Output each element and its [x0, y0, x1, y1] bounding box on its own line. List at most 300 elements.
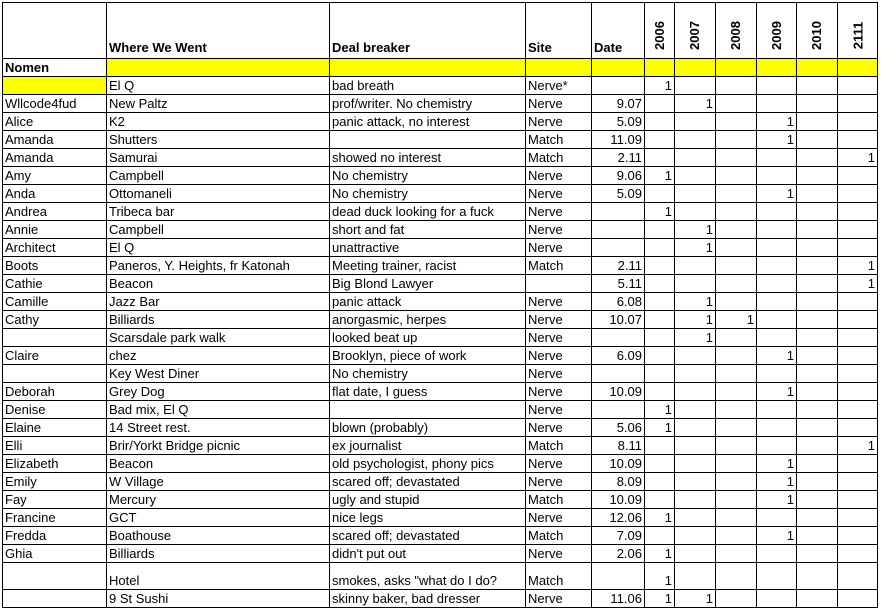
where-cell[interactable]: Brir/Yorkt Bridge picnic	[107, 437, 330, 455]
where-cell[interactable]: New Paltz	[107, 95, 330, 113]
date-cell[interactable]: 2.06	[592, 545, 645, 563]
year-cell[interactable]	[756, 590, 796, 608]
year-cell[interactable]	[796, 275, 837, 293]
year-cell[interactable]: 1	[756, 347, 796, 365]
year-cell[interactable]	[756, 293, 796, 311]
deal-cell[interactable]: scared off; devastated	[330, 527, 526, 545]
year-cell[interactable]	[796, 185, 837, 203]
year-cell[interactable]	[756, 419, 796, 437]
name-cell[interactable]: Alice	[3, 113, 107, 131]
year-cell[interactable]	[715, 419, 756, 437]
deal-cell[interactable]: skinny baker, bad dresser	[330, 590, 526, 608]
year-cell[interactable]: 1	[756, 185, 796, 203]
year-cell[interactable]: 1	[645, 419, 675, 437]
year-cell[interactable]	[645, 257, 675, 275]
site-cell[interactable]: Nerve	[526, 167, 592, 185]
year-cell[interactable]	[837, 203, 877, 221]
year-cell[interactable]	[837, 77, 877, 95]
year-cell[interactable]	[796, 509, 837, 527]
site-cell[interactable]: Match	[526, 527, 592, 545]
where-cell[interactable]: Beacon	[107, 275, 330, 293]
year-cell[interactable]	[837, 167, 877, 185]
date-cell[interactable]	[592, 401, 645, 419]
year-cell[interactable]	[837, 365, 877, 383]
where-cell[interactable]: 14 Street rest.	[107, 419, 330, 437]
year-cell[interactable]	[645, 455, 675, 473]
yellow-cell[interactable]	[107, 59, 330, 77]
year-cell[interactable]	[674, 365, 715, 383]
deal-cell[interactable]: blown (probably)	[330, 419, 526, 437]
name-cell[interactable]: Amy	[3, 167, 107, 185]
deal-cell[interactable]: anorgasmic, herpes	[330, 311, 526, 329]
date-cell[interactable]: 6.08	[592, 293, 645, 311]
site-cell[interactable]: Nerve	[526, 419, 592, 437]
year-cell[interactable]	[796, 365, 837, 383]
year-cell[interactable]	[645, 239, 675, 257]
yellow-cell[interactable]	[645, 59, 675, 77]
site-cell[interactable]: Nerve	[526, 293, 592, 311]
year-cell[interactable]	[715, 545, 756, 563]
where-cell[interactable]: Boathouse	[107, 527, 330, 545]
year-cell[interactable]	[715, 77, 756, 95]
year-cell[interactable]	[645, 149, 675, 167]
year-cell[interactable]: 1	[674, 329, 715, 347]
header-where[interactable]: Where We Went	[107, 3, 330, 59]
year-cell[interactable]: 1	[674, 293, 715, 311]
year-cell[interactable]	[796, 419, 837, 437]
where-cell[interactable]: GCT	[107, 509, 330, 527]
site-cell[interactable]: Match	[526, 563, 592, 590]
date-cell[interactable]: 5.11	[592, 275, 645, 293]
date-cell[interactable]: 9.06	[592, 167, 645, 185]
year-cell[interactable]: 1	[645, 167, 675, 185]
year-cell[interactable]: 1	[645, 509, 675, 527]
header-deal[interactable]: Deal breaker	[330, 3, 526, 59]
name-cell[interactable]: Boots	[3, 257, 107, 275]
year-cell[interactable]: 1	[674, 239, 715, 257]
year-cell[interactable]	[796, 437, 837, 455]
year-cell[interactable]	[837, 131, 877, 149]
site-cell[interactable]: Match	[526, 131, 592, 149]
site-cell[interactable]: Nerve	[526, 329, 592, 347]
where-cell[interactable]: Mercury	[107, 491, 330, 509]
year-cell[interactable]: 1	[756, 491, 796, 509]
name-cell[interactable]: Claire	[3, 347, 107, 365]
year-cell[interactable]	[837, 311, 877, 329]
year-cell[interactable]	[645, 113, 675, 131]
deal-cell[interactable]: panic attack, no interest	[330, 113, 526, 131]
yellow-cell[interactable]	[756, 59, 796, 77]
where-cell[interactable]: Jazz Bar	[107, 293, 330, 311]
year-cell[interactable]	[715, 149, 756, 167]
site-cell[interactable]: Nerve	[526, 221, 592, 239]
where-cell[interactable]: Billiards	[107, 545, 330, 563]
name-cell[interactable]: Fay	[3, 491, 107, 509]
date-cell[interactable]: 6.09	[592, 347, 645, 365]
name-cell[interactable]: Cathie	[3, 275, 107, 293]
year-cell[interactable]	[796, 383, 837, 401]
site-cell[interactable]: Match	[526, 149, 592, 167]
header-year-2007[interactable]: 2007	[674, 3, 715, 59]
year-cell[interactable]	[674, 131, 715, 149]
where-cell[interactable]: Campbell	[107, 221, 330, 239]
deal-cell[interactable]: looked beat up	[330, 329, 526, 347]
year-cell[interactable]	[796, 95, 837, 113]
deal-cell[interactable]: No chemistry	[330, 185, 526, 203]
site-cell[interactable]: Nerve	[526, 509, 592, 527]
year-cell[interactable]	[756, 257, 796, 275]
year-cell[interactable]	[837, 239, 877, 257]
deal-cell[interactable]: Meeting trainer, racist	[330, 257, 526, 275]
year-cell[interactable]: 1	[674, 311, 715, 329]
year-cell[interactable]: 1	[645, 401, 675, 419]
site-cell[interactable]: Match	[526, 257, 592, 275]
year-cell[interactable]	[645, 293, 675, 311]
year-cell[interactable]	[645, 131, 675, 149]
date-cell[interactable]: 11.06	[592, 590, 645, 608]
where-cell[interactable]: Grey Dog	[107, 383, 330, 401]
year-cell[interactable]	[674, 203, 715, 221]
site-cell[interactable]: Nerve	[526, 239, 592, 257]
year-cell[interactable]	[645, 437, 675, 455]
where-cell[interactable]: W Village	[107, 473, 330, 491]
name-cell[interactable]	[3, 365, 107, 383]
year-cell[interactable]	[674, 509, 715, 527]
year-cell[interactable]: 1	[837, 257, 877, 275]
site-cell[interactable]: Nerve*	[526, 77, 592, 95]
year-cell[interactable]	[715, 185, 756, 203]
year-cell[interactable]	[837, 455, 877, 473]
year-cell[interactable]	[796, 221, 837, 239]
year-cell[interactable]	[674, 275, 715, 293]
where-cell[interactable]: K2	[107, 113, 330, 131]
name-cell[interactable]: Annie	[3, 221, 107, 239]
year-cell[interactable]	[837, 293, 877, 311]
year-cell[interactable]	[715, 590, 756, 608]
name-cell[interactable]: Amanda	[3, 131, 107, 149]
year-cell[interactable]	[837, 509, 877, 527]
year-cell[interactable]	[645, 491, 675, 509]
name-cell[interactable]: Elaine	[3, 419, 107, 437]
where-cell[interactable]: Billiards	[107, 311, 330, 329]
year-cell[interactable]: 1	[674, 590, 715, 608]
year-cell[interactable]	[756, 95, 796, 113]
year-cell[interactable]	[756, 239, 796, 257]
year-cell[interactable]	[796, 239, 837, 257]
where-cell[interactable]: Beacon	[107, 455, 330, 473]
deal-cell[interactable]: No chemistry	[330, 167, 526, 185]
year-cell[interactable]	[674, 383, 715, 401]
deal-cell[interactable]: No chemistry	[330, 365, 526, 383]
year-cell[interactable]	[715, 239, 756, 257]
year-cell[interactable]	[796, 113, 837, 131]
name-cell[interactable]	[3, 77, 107, 95]
year-cell[interactable]	[645, 365, 675, 383]
date-cell[interactable]: 8.09	[592, 473, 645, 491]
header-site[interactable]: Site	[526, 3, 592, 59]
yellow-cell[interactable]	[674, 59, 715, 77]
year-cell[interactable]: 1	[837, 437, 877, 455]
year-cell[interactable]	[674, 563, 715, 590]
name-cell[interactable]: Camille	[3, 293, 107, 311]
year-cell[interactable]	[796, 491, 837, 509]
where-cell[interactable]: El Q	[107, 239, 330, 257]
date-cell[interactable]: 10.09	[592, 491, 645, 509]
year-cell[interactable]	[837, 419, 877, 437]
year-cell[interactable]	[674, 113, 715, 131]
year-cell[interactable]	[715, 563, 756, 590]
deal-cell[interactable]: didn't put out	[330, 545, 526, 563]
where-cell[interactable]: Campbell	[107, 167, 330, 185]
where-cell[interactable]: El Q	[107, 77, 330, 95]
date-cell[interactable]: 7.09	[592, 527, 645, 545]
year-cell[interactable]	[837, 491, 877, 509]
year-cell[interactable]	[715, 437, 756, 455]
name-cell[interactable]: Cathy	[3, 311, 107, 329]
name-cell[interactable]: Emily	[3, 473, 107, 491]
name-cell[interactable]: Ghia	[3, 545, 107, 563]
year-cell[interactable]	[837, 401, 877, 419]
header-year-2111[interactable]: 2111	[837, 3, 877, 59]
name-cell[interactable]: Elli	[3, 437, 107, 455]
year-cell[interactable]	[837, 221, 877, 239]
where-cell[interactable]: Shutters	[107, 131, 330, 149]
deal-cell[interactable]: nice legs	[330, 509, 526, 527]
year-cell[interactable]	[796, 590, 837, 608]
year-cell[interactable]	[796, 329, 837, 347]
name-cell[interactable]	[3, 590, 107, 608]
site-cell[interactable]: Match	[526, 491, 592, 509]
where-cell[interactable]: chez	[107, 347, 330, 365]
year-cell[interactable]	[715, 329, 756, 347]
site-cell[interactable]: Nerve	[526, 473, 592, 491]
year-cell[interactable]	[837, 95, 877, 113]
year-cell[interactable]	[645, 221, 675, 239]
year-cell[interactable]: 1	[674, 221, 715, 239]
name-cell[interactable]: Denise	[3, 401, 107, 419]
deal-cell[interactable]: unattractive	[330, 239, 526, 257]
year-cell[interactable]	[796, 203, 837, 221]
year-cell[interactable]	[837, 473, 877, 491]
year-cell[interactable]	[645, 473, 675, 491]
year-cell[interactable]	[756, 365, 796, 383]
year-cell[interactable]	[715, 113, 756, 131]
year-cell[interactable]	[645, 329, 675, 347]
year-cell[interactable]: 1	[715, 311, 756, 329]
year-cell[interactable]: 1	[645, 77, 675, 95]
site-cell[interactable]: Match	[526, 437, 592, 455]
deal-cell[interactable]: Big Blond Lawyer	[330, 275, 526, 293]
site-cell[interactable]: Nerve	[526, 185, 592, 203]
header-year-2006[interactable]: 2006	[645, 3, 675, 59]
year-cell[interactable]	[674, 545, 715, 563]
date-cell[interactable]: 10.09	[592, 455, 645, 473]
year-cell[interactable]	[645, 275, 675, 293]
header-year-2009[interactable]: 2009	[756, 3, 796, 59]
year-cell[interactable]	[645, 383, 675, 401]
year-cell[interactable]	[756, 311, 796, 329]
date-cell[interactable]: 5.06	[592, 419, 645, 437]
site-cell[interactable]: Nerve	[526, 365, 592, 383]
date-cell[interactable]: 2.11	[592, 257, 645, 275]
site-cell[interactable]: Nerve	[526, 311, 592, 329]
year-cell[interactable]	[715, 293, 756, 311]
date-cell[interactable]: 10.07	[592, 311, 645, 329]
year-cell[interactable]	[674, 437, 715, 455]
date-cell[interactable]	[592, 203, 645, 221]
deal-cell[interactable]: dead duck looking for a fuck	[330, 203, 526, 221]
year-cell[interactable]	[756, 437, 796, 455]
year-cell[interactable]	[674, 347, 715, 365]
year-cell[interactable]	[715, 491, 756, 509]
name-cell[interactable]: Elizabeth	[3, 455, 107, 473]
deal-cell[interactable]: ex journalist	[330, 437, 526, 455]
year-cell[interactable]	[756, 149, 796, 167]
year-cell[interactable]: 1	[645, 590, 675, 608]
site-cell[interactable]: Nerve	[526, 347, 592, 365]
year-cell[interactable]	[796, 455, 837, 473]
date-cell[interactable]	[592, 329, 645, 347]
date-cell[interactable]: 8.11	[592, 437, 645, 455]
year-cell[interactable]	[756, 221, 796, 239]
where-cell[interactable]: 9 St Sushi	[107, 590, 330, 608]
deal-cell[interactable]: prof/writer. No chemistry	[330, 95, 526, 113]
yellow-cell[interactable]	[796, 59, 837, 77]
year-cell[interactable]	[796, 131, 837, 149]
year-cell[interactable]: 1	[756, 455, 796, 473]
year-cell[interactable]	[674, 455, 715, 473]
year-cell[interactable]: 1	[645, 563, 675, 590]
year-cell[interactable]	[837, 527, 877, 545]
yellow-cell[interactable]	[592, 59, 645, 77]
year-cell[interactable]	[756, 509, 796, 527]
year-cell[interactable]	[674, 473, 715, 491]
year-cell[interactable]	[715, 203, 756, 221]
year-cell[interactable]	[756, 563, 796, 590]
year-cell[interactable]	[756, 77, 796, 95]
year-cell[interactable]	[715, 509, 756, 527]
year-cell[interactable]	[837, 185, 877, 203]
site-cell[interactable]: Nerve	[526, 383, 592, 401]
site-cell[interactable]: Nerve	[526, 401, 592, 419]
year-cell[interactable]: 1	[674, 95, 715, 113]
year-cell[interactable]	[796, 167, 837, 185]
where-cell[interactable]: Tribeca bar	[107, 203, 330, 221]
date-cell[interactable]	[592, 221, 645, 239]
year-cell[interactable]	[674, 257, 715, 275]
year-cell[interactable]	[645, 185, 675, 203]
header-year-2010[interactable]: 2010	[796, 3, 837, 59]
year-cell[interactable]	[645, 95, 675, 113]
year-cell[interactable]	[837, 383, 877, 401]
date-cell[interactable]	[592, 77, 645, 95]
yellow-cell[interactable]	[837, 59, 877, 77]
year-cell[interactable]: 1	[645, 203, 675, 221]
where-cell[interactable]: Samurai	[107, 149, 330, 167]
year-cell[interactable]	[715, 257, 756, 275]
year-cell[interactable]	[674, 77, 715, 95]
year-cell[interactable]: 1	[756, 113, 796, 131]
year-cell[interactable]: 1	[756, 527, 796, 545]
year-cell[interactable]	[715, 383, 756, 401]
year-cell[interactable]	[796, 527, 837, 545]
yellow-cell[interactable]	[715, 59, 756, 77]
year-cell[interactable]	[715, 347, 756, 365]
date-cell[interactable]: 2.11	[592, 149, 645, 167]
deal-cell[interactable]: smokes, asks "what do I do?	[330, 563, 526, 590]
year-cell[interactable]: 1	[837, 275, 877, 293]
nomen-label[interactable]: Nomen	[3, 59, 107, 77]
name-cell[interactable]: Wllcode4fud	[3, 95, 107, 113]
site-cell[interactable]: Nerve	[526, 203, 592, 221]
year-cell[interactable]	[674, 149, 715, 167]
year-cell[interactable]	[715, 365, 756, 383]
year-cell[interactable]	[715, 473, 756, 491]
name-cell[interactable]: Deborah	[3, 383, 107, 401]
year-cell[interactable]	[645, 527, 675, 545]
year-cell[interactable]	[796, 545, 837, 563]
where-cell[interactable]: Bad mix, El Q	[107, 401, 330, 419]
name-cell[interactable]: Andrea	[3, 203, 107, 221]
year-cell[interactable]	[756, 275, 796, 293]
year-cell[interactable]	[674, 401, 715, 419]
deal-cell[interactable]: Brooklyn, piece of work	[330, 347, 526, 365]
year-cell[interactable]	[715, 221, 756, 239]
year-cell[interactable]	[715, 527, 756, 545]
site-cell[interactable]: Nerve	[526, 455, 592, 473]
year-cell[interactable]	[837, 347, 877, 365]
date-cell[interactable]	[592, 239, 645, 257]
name-cell[interactable]: Fredda	[3, 527, 107, 545]
year-cell[interactable]	[674, 419, 715, 437]
year-cell[interactable]	[645, 347, 675, 365]
deal-cell[interactable]: flat date, I guess	[330, 383, 526, 401]
name-cell[interactable]: Francine	[3, 509, 107, 527]
site-cell[interactable]: Nerve	[526, 113, 592, 131]
date-cell[interactable]	[592, 365, 645, 383]
year-cell[interactable]	[645, 311, 675, 329]
year-cell[interactable]	[715, 275, 756, 293]
year-cell[interactable]	[674, 167, 715, 185]
year-cell[interactable]	[674, 527, 715, 545]
where-cell[interactable]: Key West Diner	[107, 365, 330, 383]
name-cell[interactable]	[3, 329, 107, 347]
name-cell[interactable]: Architect	[3, 239, 107, 257]
name-cell[interactable]: Anda	[3, 185, 107, 203]
year-cell[interactable]	[837, 113, 877, 131]
site-cell[interactable]: Nerve	[526, 95, 592, 113]
year-cell[interactable]	[715, 401, 756, 419]
year-cell[interactable]	[715, 95, 756, 113]
date-cell[interactable]	[592, 563, 645, 590]
site-cell[interactable]: Nerve	[526, 545, 592, 563]
year-cell[interactable]	[796, 257, 837, 275]
site-cell[interactable]	[526, 275, 592, 293]
deal-cell[interactable]: bad breath	[330, 77, 526, 95]
year-cell[interactable]	[756, 167, 796, 185]
deal-cell[interactable]: ugly and stupid	[330, 491, 526, 509]
year-cell[interactable]	[796, 473, 837, 491]
header-blank-cell[interactable]	[3, 3, 107, 59]
year-cell[interactable]	[715, 455, 756, 473]
date-cell[interactable]: 5.09	[592, 185, 645, 203]
year-cell[interactable]: 1	[837, 149, 877, 167]
year-cell[interactable]	[837, 545, 877, 563]
deal-cell[interactable]: old psychologist, phony pics	[330, 455, 526, 473]
year-cell[interactable]	[756, 329, 796, 347]
year-cell[interactable]	[837, 563, 877, 590]
year-cell[interactable]	[796, 563, 837, 590]
